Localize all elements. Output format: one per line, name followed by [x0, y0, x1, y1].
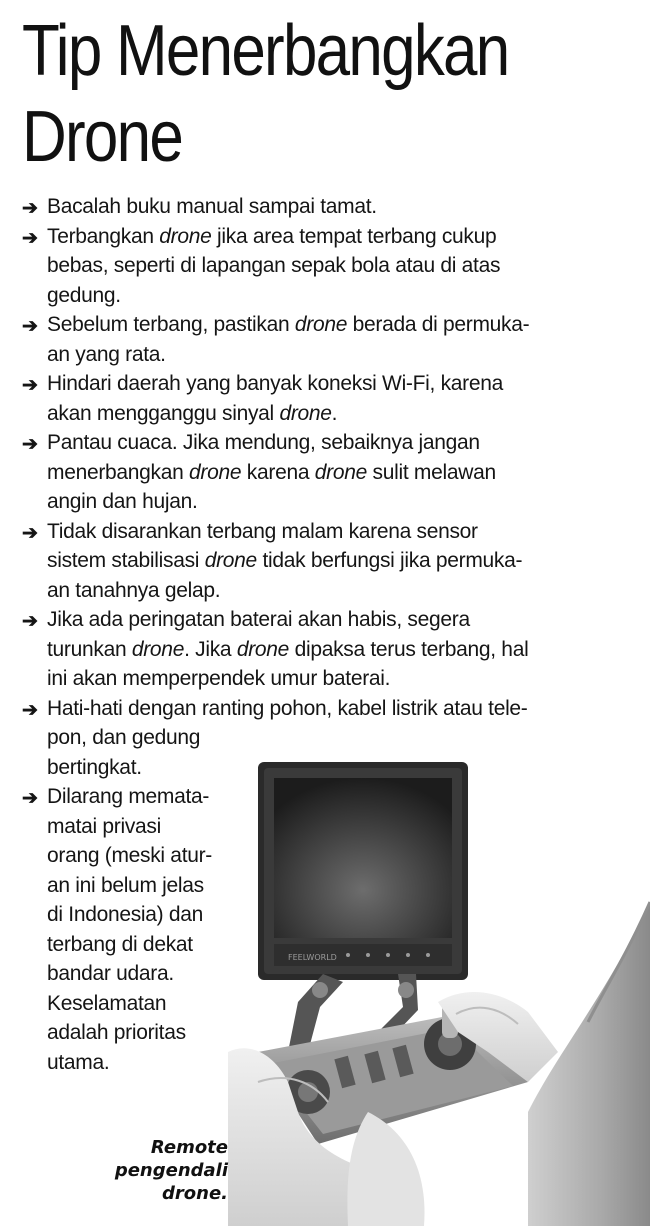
- right-arrow-icon: ➔: [22, 227, 38, 249]
- tip-text: ini akan memperpendek umur baterai.: [47, 667, 391, 690]
- tip-line: [47, 487, 588, 517]
- tip-line: [47, 576, 588, 606]
- tip-text: Terbangkan: [47, 224, 160, 248]
- tip-text: Bacalah buku manual sampai tamat.: [47, 195, 377, 218]
- italic-term: drone: [314, 460, 367, 484]
- tip-text: .: [331, 401, 338, 425]
- tip-text: Sebelum terbang, pastikan: [47, 313, 295, 336]
- tip-text: karena: [241, 460, 315, 484]
- tip-text: utama.: [47, 1050, 110, 1074]
- tip-text: Pantau cuaca. Jika mendung, sebaiknya jangan: [47, 431, 480, 454]
- tip-text: . Jika: [184, 637, 237, 661]
- tip-line: [47, 664, 588, 694]
- tip-text: adalah prioritas: [47, 1021, 186, 1044]
- tip-line: [47, 517, 588, 547]
- tip-item: [18, 222, 588, 311]
- tip-line: [47, 635, 588, 665]
- tip-item: [18, 517, 588, 606]
- tip-text: di Indonesia) dan: [47, 903, 204, 926]
- tip-item: [18, 310, 588, 369]
- tip-line: [47, 458, 588, 488]
- tip-line: [47, 399, 588, 429]
- tip-text: Hindari daerah yang banyak koneksi Wi-Fi, karena: [47, 372, 503, 395]
- article-title: [22, 8, 509, 180]
- photo-caption: [68, 1136, 228, 1205]
- tip-line: [47, 310, 588, 340]
- right-arrow-icon: ➔: [22, 434, 38, 455]
- tip-text: turunkan: [47, 637, 132, 661]
- tip-text: menerbangkan: [47, 460, 190, 484]
- remote-controller-photo: [228, 752, 650, 1226]
- tip-text: tidak berfungsi jika permuka-: [256, 549, 523, 572]
- tip-text: an ini belum jelas: [47, 873, 204, 897]
- tip-text: sistem stabilisasi: [47, 549, 205, 572]
- title-line-1: Tip Menerbangkan: [22, 11, 509, 91]
- tip-text: Tidak disarankan terbang malam karena sensor: [47, 519, 478, 543]
- right-arrow-icon: ➔: [22, 375, 38, 396]
- tip-line: [47, 369, 588, 399]
- italic-term: drone: [294, 313, 348, 336]
- caption-line-3: drone.: [162, 1183, 228, 1204]
- right-arrow-icon: ➔: [22, 316, 38, 337]
- italic-term: drone: [279, 401, 332, 425]
- tip-text: an yang rata.: [47, 342, 166, 366]
- tip-item: [18, 428, 588, 517]
- tip-text: gedung.: [47, 283, 121, 307]
- tip-text: bertingkat.: [47, 755, 142, 779]
- title-line-2: Drone: [22, 97, 183, 177]
- tip-text: akan mengganggu sinyal: [47, 401, 280, 425]
- right-arrow-icon: ➔: [22, 788, 38, 809]
- tip-text: Hati-hati dengan ranting pohon, kabel listrik atau tele-: [47, 696, 528, 720]
- monitor-brand-label: FEELWORLD: [288, 953, 337, 962]
- tip-text: Keselamatan: [47, 991, 167, 1015]
- tip-line: [47, 723, 588, 753]
- caption-line-2: pengendali: [114, 1160, 228, 1181]
- tip-item: [18, 192, 588, 222]
- tip-text: matai privasi: [47, 814, 161, 838]
- tip-line: [47, 546, 588, 576]
- tip-text: Dilarang memata-: [47, 785, 210, 808]
- right-arrow-icon: ➔: [22, 522, 38, 544]
- tip-item: [18, 605, 588, 694]
- tip-line: [47, 428, 588, 458]
- tip-text: jika area tempat terbang cukup: [211, 224, 497, 248]
- tip-text: terbang di dekat: [47, 932, 193, 956]
- tip-text: pon, dan gedung: [47, 726, 201, 749]
- tip-item: [18, 369, 588, 428]
- italic-term: drone: [204, 549, 257, 572]
- tip-text: Jika ada peringatan baterai akan habis, segera: [47, 608, 470, 631]
- italic-term: drone: [131, 637, 185, 661]
- tip-text: bandar udara.: [47, 962, 174, 985]
- tip-text: sulit melawan: [366, 460, 496, 484]
- tip-text: orang (meski atur-: [47, 844, 212, 867]
- tip-line: [47, 281, 588, 311]
- tip-text: bebas, seperti di lapangan sepak bola atau di atas: [47, 254, 501, 277]
- tip-text: berada di permuka-: [347, 313, 530, 336]
- tip-text: dipaksa terus terbang, hal: [289, 637, 529, 661]
- tip-line: [47, 605, 588, 635]
- tip-line: [47, 251, 588, 281]
- tip-text: an tanahnya gelap.: [47, 578, 221, 602]
- tip-line: [47, 192, 588, 222]
- italic-term: drone: [236, 637, 290, 661]
- caption-line-1: Remote: [150, 1137, 228, 1158]
- tip-line: [47, 340, 588, 370]
- right-arrow-icon: ➔: [22, 611, 38, 632]
- tip-line: [47, 222, 588, 252]
- tip-line: [47, 694, 588, 724]
- right-arrow-icon: ➔: [22, 198, 38, 219]
- right-arrow-icon: ➔: [22, 699, 38, 721]
- tip-text: angin dan hujan.: [47, 490, 198, 513]
- italic-term: drone: [189, 460, 242, 484]
- italic-term: drone: [159, 224, 212, 248]
